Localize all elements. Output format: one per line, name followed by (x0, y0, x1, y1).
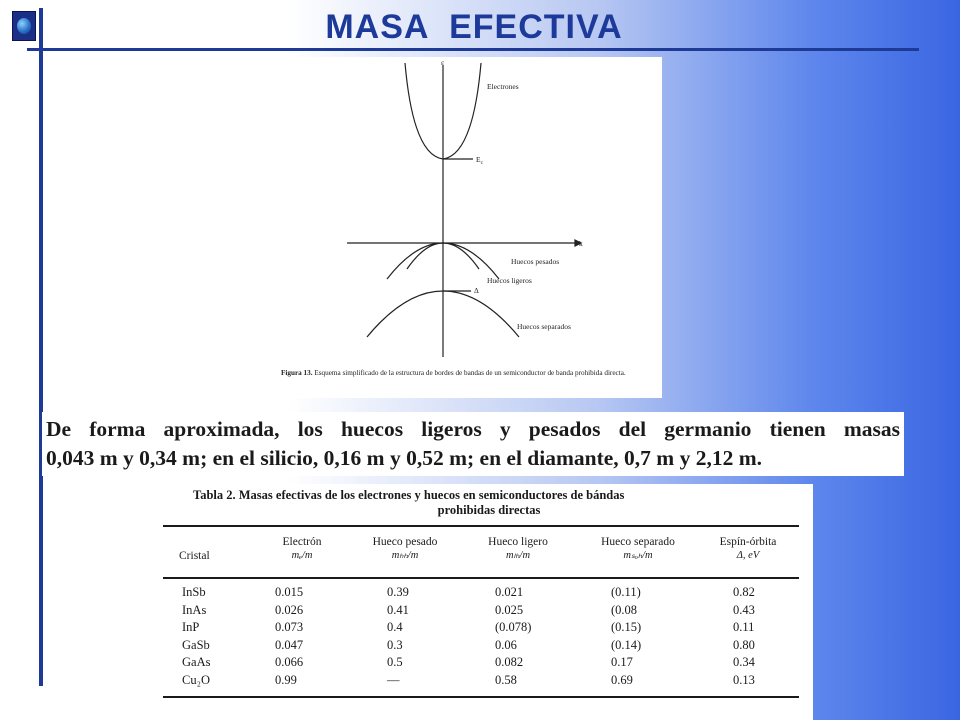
table-cell: 0.015 (275, 585, 304, 599)
table-cell: 0.58 (495, 672, 517, 687)
table-cell: 0.39 (387, 585, 409, 599)
table-header-unit: Δ, eV (736, 550, 760, 561)
table-row-crystal: GaSb (182, 637, 210, 652)
table-cell: 0.43 (733, 602, 755, 617)
table-cell: 0.06 (495, 637, 517, 652)
band-structure-figure (275, 57, 662, 398)
figure-caption-text: Esquema simplificado de la estructura de bordes de bandas de un semiconductor de banda prohibida directa. (314, 369, 626, 377)
split-holes-label: Huecos separados (517, 322, 571, 331)
table-cell: 0.17 (611, 655, 633, 669)
table-row-crystal: InP (182, 620, 200, 634)
table-bottom-rule (163, 696, 799, 698)
heavy-holes-label: Huecos pesados (511, 257, 560, 266)
table-cell: 0.021 (495, 585, 524, 599)
table-cell: 0.066 (275, 655, 304, 669)
table-header-label: Cristal (179, 550, 210, 562)
table-header-label: Espín-órbita (719, 536, 777, 548)
table-cell: (0.11) (611, 585, 641, 599)
table-header-rule (163, 577, 799, 579)
table-row-crystal: InSb (182, 585, 206, 599)
table-cell: 0.80 (733, 637, 755, 652)
table-cell: 0.082 (495, 655, 524, 669)
table-header-unit: mₕₕ/m (391, 550, 419, 561)
table-row-crystal: GaAs (182, 655, 211, 669)
table-row-crystal: Cu₂O (182, 672, 210, 687)
table-cell: — (387, 672, 400, 687)
effective-mass-table (155, 484, 813, 720)
table-cell: 0.82 (733, 585, 755, 599)
table-cell: 0.026 (275, 602, 304, 617)
table-cell: 0.073 (275, 620, 304, 634)
table-header-unit: mₗₕ/m (505, 550, 531, 561)
table-cell: (0.08 (611, 602, 638, 617)
table-header-1 (267, 536, 337, 562)
delta-label: Δ (474, 286, 479, 295)
table-header-unit: mₑ/m (291, 550, 313, 561)
table-caption (193, 488, 803, 518)
table-header-label: Hueco pesado (372, 536, 438, 548)
paragraph-line-1: De forma aproximada, los huecos ligeros y pesados del germanio tienen masas (46, 417, 900, 441)
table-header-label: Electrón (282, 536, 322, 548)
table-header-0 (179, 550, 249, 563)
table-cell: 0.047 (275, 637, 304, 652)
figure-caption (281, 369, 659, 378)
figure-caption-label: Figura 13. (281, 369, 313, 377)
table-cell: 0.69 (611, 672, 633, 687)
table-cell: 0.11 (733, 620, 755, 634)
light-holes-label: Huecos ligeros (487, 276, 532, 285)
table-cell: 0.5 (387, 655, 403, 669)
table-header-4 (583, 536, 693, 562)
electrons-label: Electrones (487, 82, 519, 91)
table-header-5 (703, 536, 793, 562)
table-cell: 0.13 (733, 672, 755, 687)
table-cell: (0.14) (611, 637, 642, 652)
slide-title: MASA EFECTIVA (325, 8, 623, 46)
vertical-accent-line (39, 8, 43, 686)
table-caption-line-1: Tabla 2. Masas efectivas de los electrones y huecos en semiconductores de bándas (193, 488, 625, 502)
table-cell: (0.078) (495, 620, 532, 634)
table-cell: 0.025 (495, 602, 524, 617)
table-caption-line-2: prohibidas directas (437, 503, 541, 517)
table-cell: (0.15) (611, 620, 642, 634)
germanium-paragraph (42, 412, 904, 476)
table-top-rule (163, 525, 799, 527)
paragraph-line-2: 0,043 m y 0,34 m; en el silicio, 0,16 m y 0,52 m; en el diamante, 0,7 m y 2,12 m. (46, 446, 762, 470)
title-underline (27, 48, 919, 51)
table-header-unit: mₛₒₕ/m (623, 550, 653, 561)
k-axis-label: k (579, 239, 583, 248)
table-row-crystal: InAs (182, 602, 207, 617)
gap-edge-label: $E_c$ (476, 155, 484, 166)
energy-axis-label: ε (441, 58, 445, 67)
table-cell: 0.41 (387, 602, 409, 617)
table-cell: 0.3 (387, 637, 403, 652)
table-header-label: Hueco separado (601, 536, 675, 548)
table-cell: 0.4 (387, 620, 403, 634)
table-cell: 0.34 (733, 655, 755, 669)
table-header-3 (473, 536, 563, 562)
table-cell: 0.99 (275, 672, 297, 687)
band-diagram (275, 57, 662, 398)
table-header-label: Hueco ligero (488, 536, 548, 548)
table-header-2 (355, 536, 455, 562)
